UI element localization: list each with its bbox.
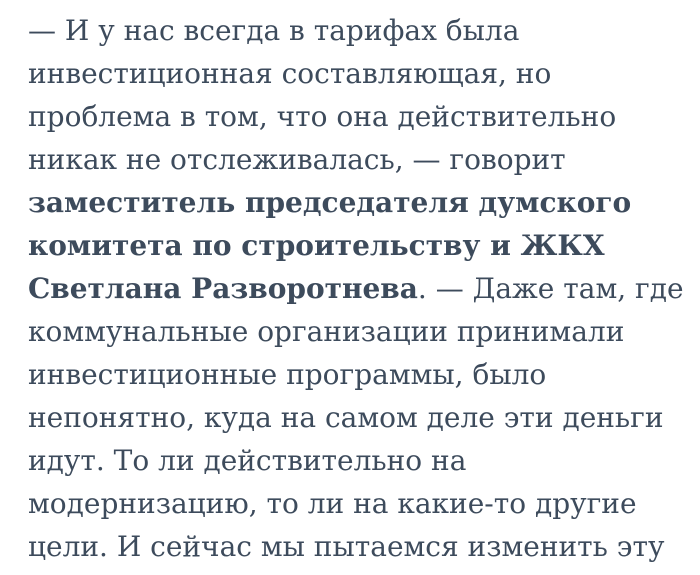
text-line-8: коммунальные организации принимали — [28, 315, 625, 348]
text-line-4: никак не отслеживалась, — говорит — [28, 143, 566, 176]
text-line-7-rest: . — Даже там, где — [417, 272, 684, 305]
text-line-3: проблема в том, что она действительно — [28, 100, 617, 133]
text-line-13: цели. И сейчас мы пытаемся изменить эту — [28, 530, 665, 563]
speaker-name: Светлана Разворотнева — [28, 272, 418, 305]
text-line-12: модернизацию, то ли на какие-то другие — [28, 487, 637, 520]
speaker-title-line-2: комитета по строительству и ЖКХ — [28, 229, 605, 262]
text-line-9: инвестиционные программы, было — [28, 358, 547, 391]
text-line-1: — И у нас всегда в тарифах была — [28, 14, 520, 47]
text-line-10: непонятно, куда на самом деле эти деньги — [28, 401, 664, 434]
speaker-title-line-1: заместитель председателя думского — [28, 186, 632, 219]
text-line-11: идут. То ли действительно на — [28, 444, 467, 477]
text-line-2: инвестиционная составляющая, но — [28, 57, 552, 90]
text-line-7 — [28, 267, 692, 310]
